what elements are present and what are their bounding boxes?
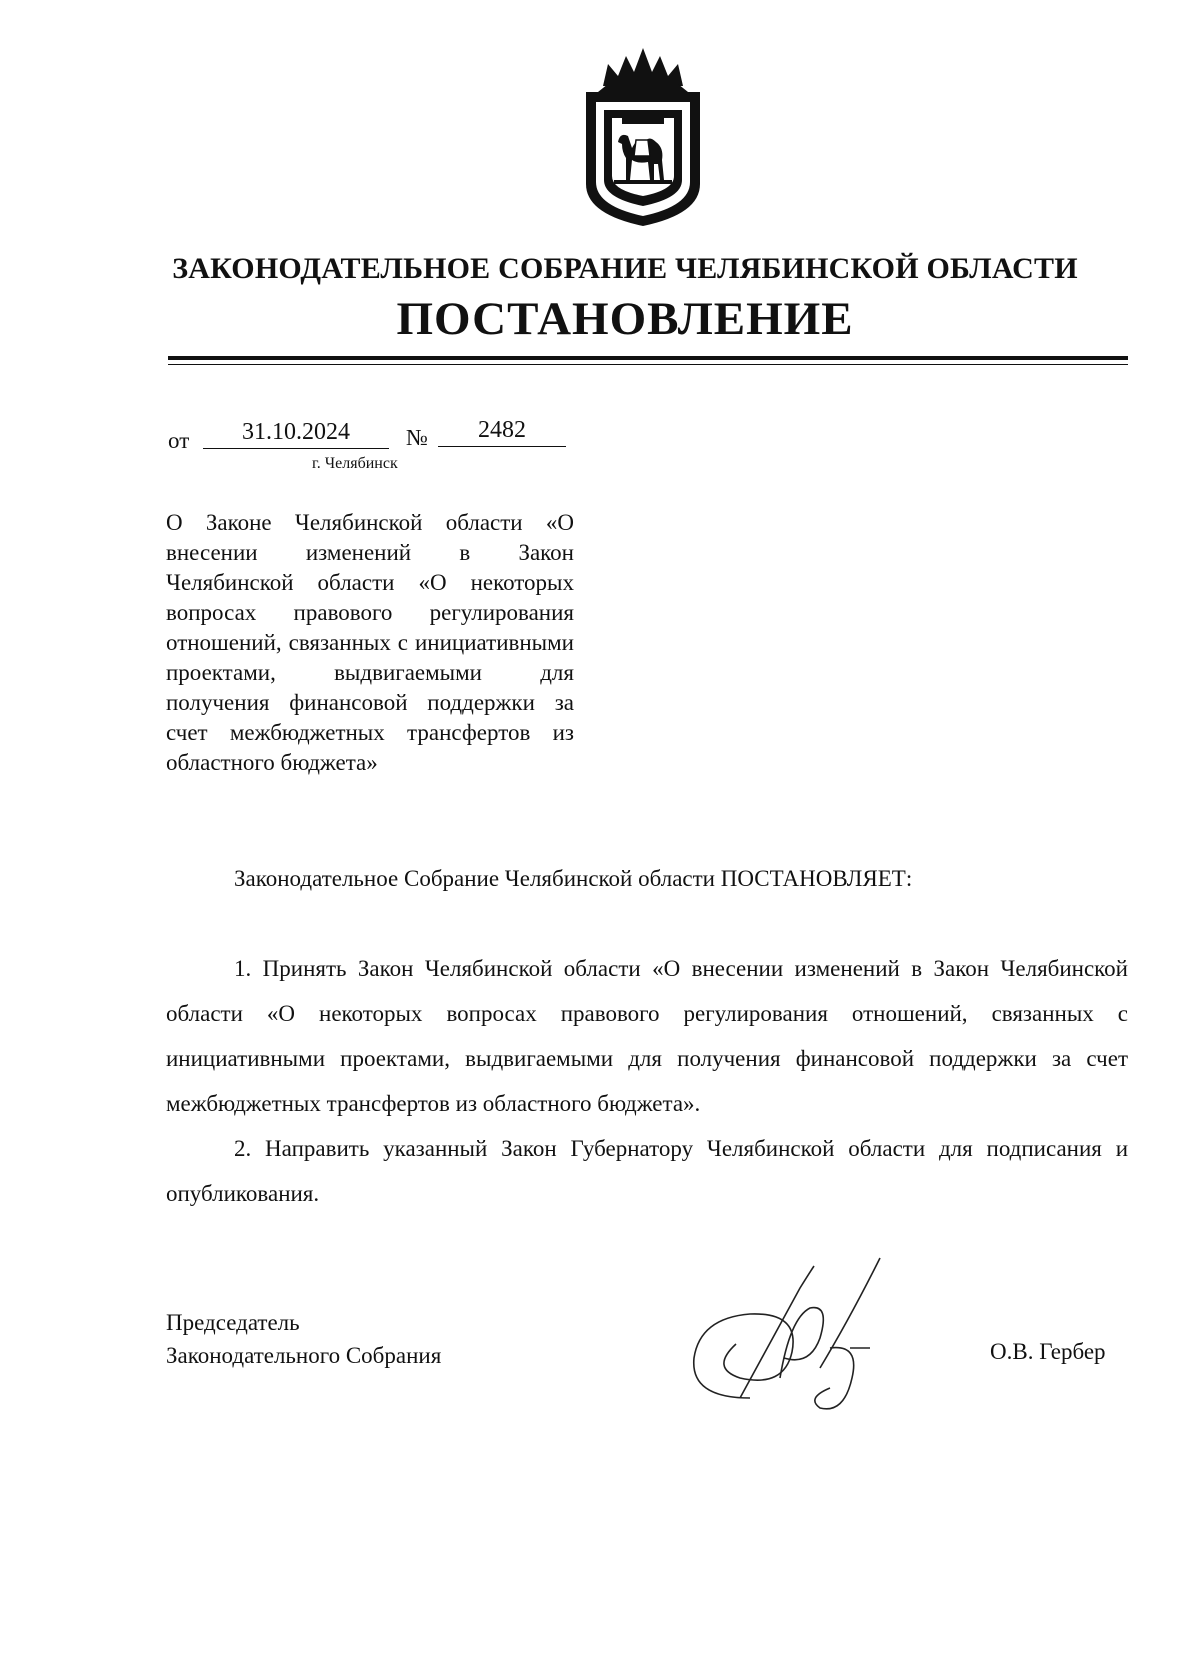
clause-2: 2. Направить указанный Закон Губернатору Челябинской области для подписания и опубликования. (166, 1136, 1128, 1206)
signatory-name: О.В. Гербер (990, 1339, 1106, 1364)
document-subject: О Законе Челябинской области «О внесении изменений в Закон Челябинской области «О некоторых вопросах правового регулирования отношений, связанных с инициативными проектами, выдвигаемыми для получения финансовой поддержки за счет межбюджетных трансфертов из областного бюджета» (166, 510, 574, 775)
handwritten-signature (680, 1248, 940, 1428)
signatory-position-line-2: Законодательного Собрания (166, 1343, 442, 1368)
signatory-position-line-1: Председатель (166, 1310, 300, 1335)
date-prefix-label: от (168, 428, 190, 453)
organization-title: ЗАКОНОДАТЕЛЬНОЕ СОБРАНИЕ ЧЕЛЯБИНСКОЙ ОБЛАСТИ (172, 252, 1078, 285)
number-sign-label: № (406, 425, 428, 450)
signatory-position (166, 1306, 441, 1372)
document-type-heading: ПОСТАНОВЛЕНИЕ (396, 293, 854, 345)
clause-1: 1. Принять Закон Челябинской области «О внесении изменений в Закон Челябинской области «О некоторых вопросах правового регулирования отношений, связанных с инициативными проектами, выдвигаемыми для получения финансовой поддержки за счет межбюджетных трансфертов из областного бюджета». (166, 956, 1128, 1116)
coat-of-arms-emblem (578, 44, 708, 228)
resolve-statement: Законодательное Собрание Челябинской области ПОСТАНОВЛЯЕТ: (234, 866, 913, 891)
document-number: 2482 (438, 414, 566, 447)
header-divider-thin (168, 364, 1128, 365)
header-divider-thick (168, 356, 1128, 360)
document-date: 31.10.2024 (203, 416, 389, 449)
document-city: г. Челябинск (312, 455, 398, 472)
